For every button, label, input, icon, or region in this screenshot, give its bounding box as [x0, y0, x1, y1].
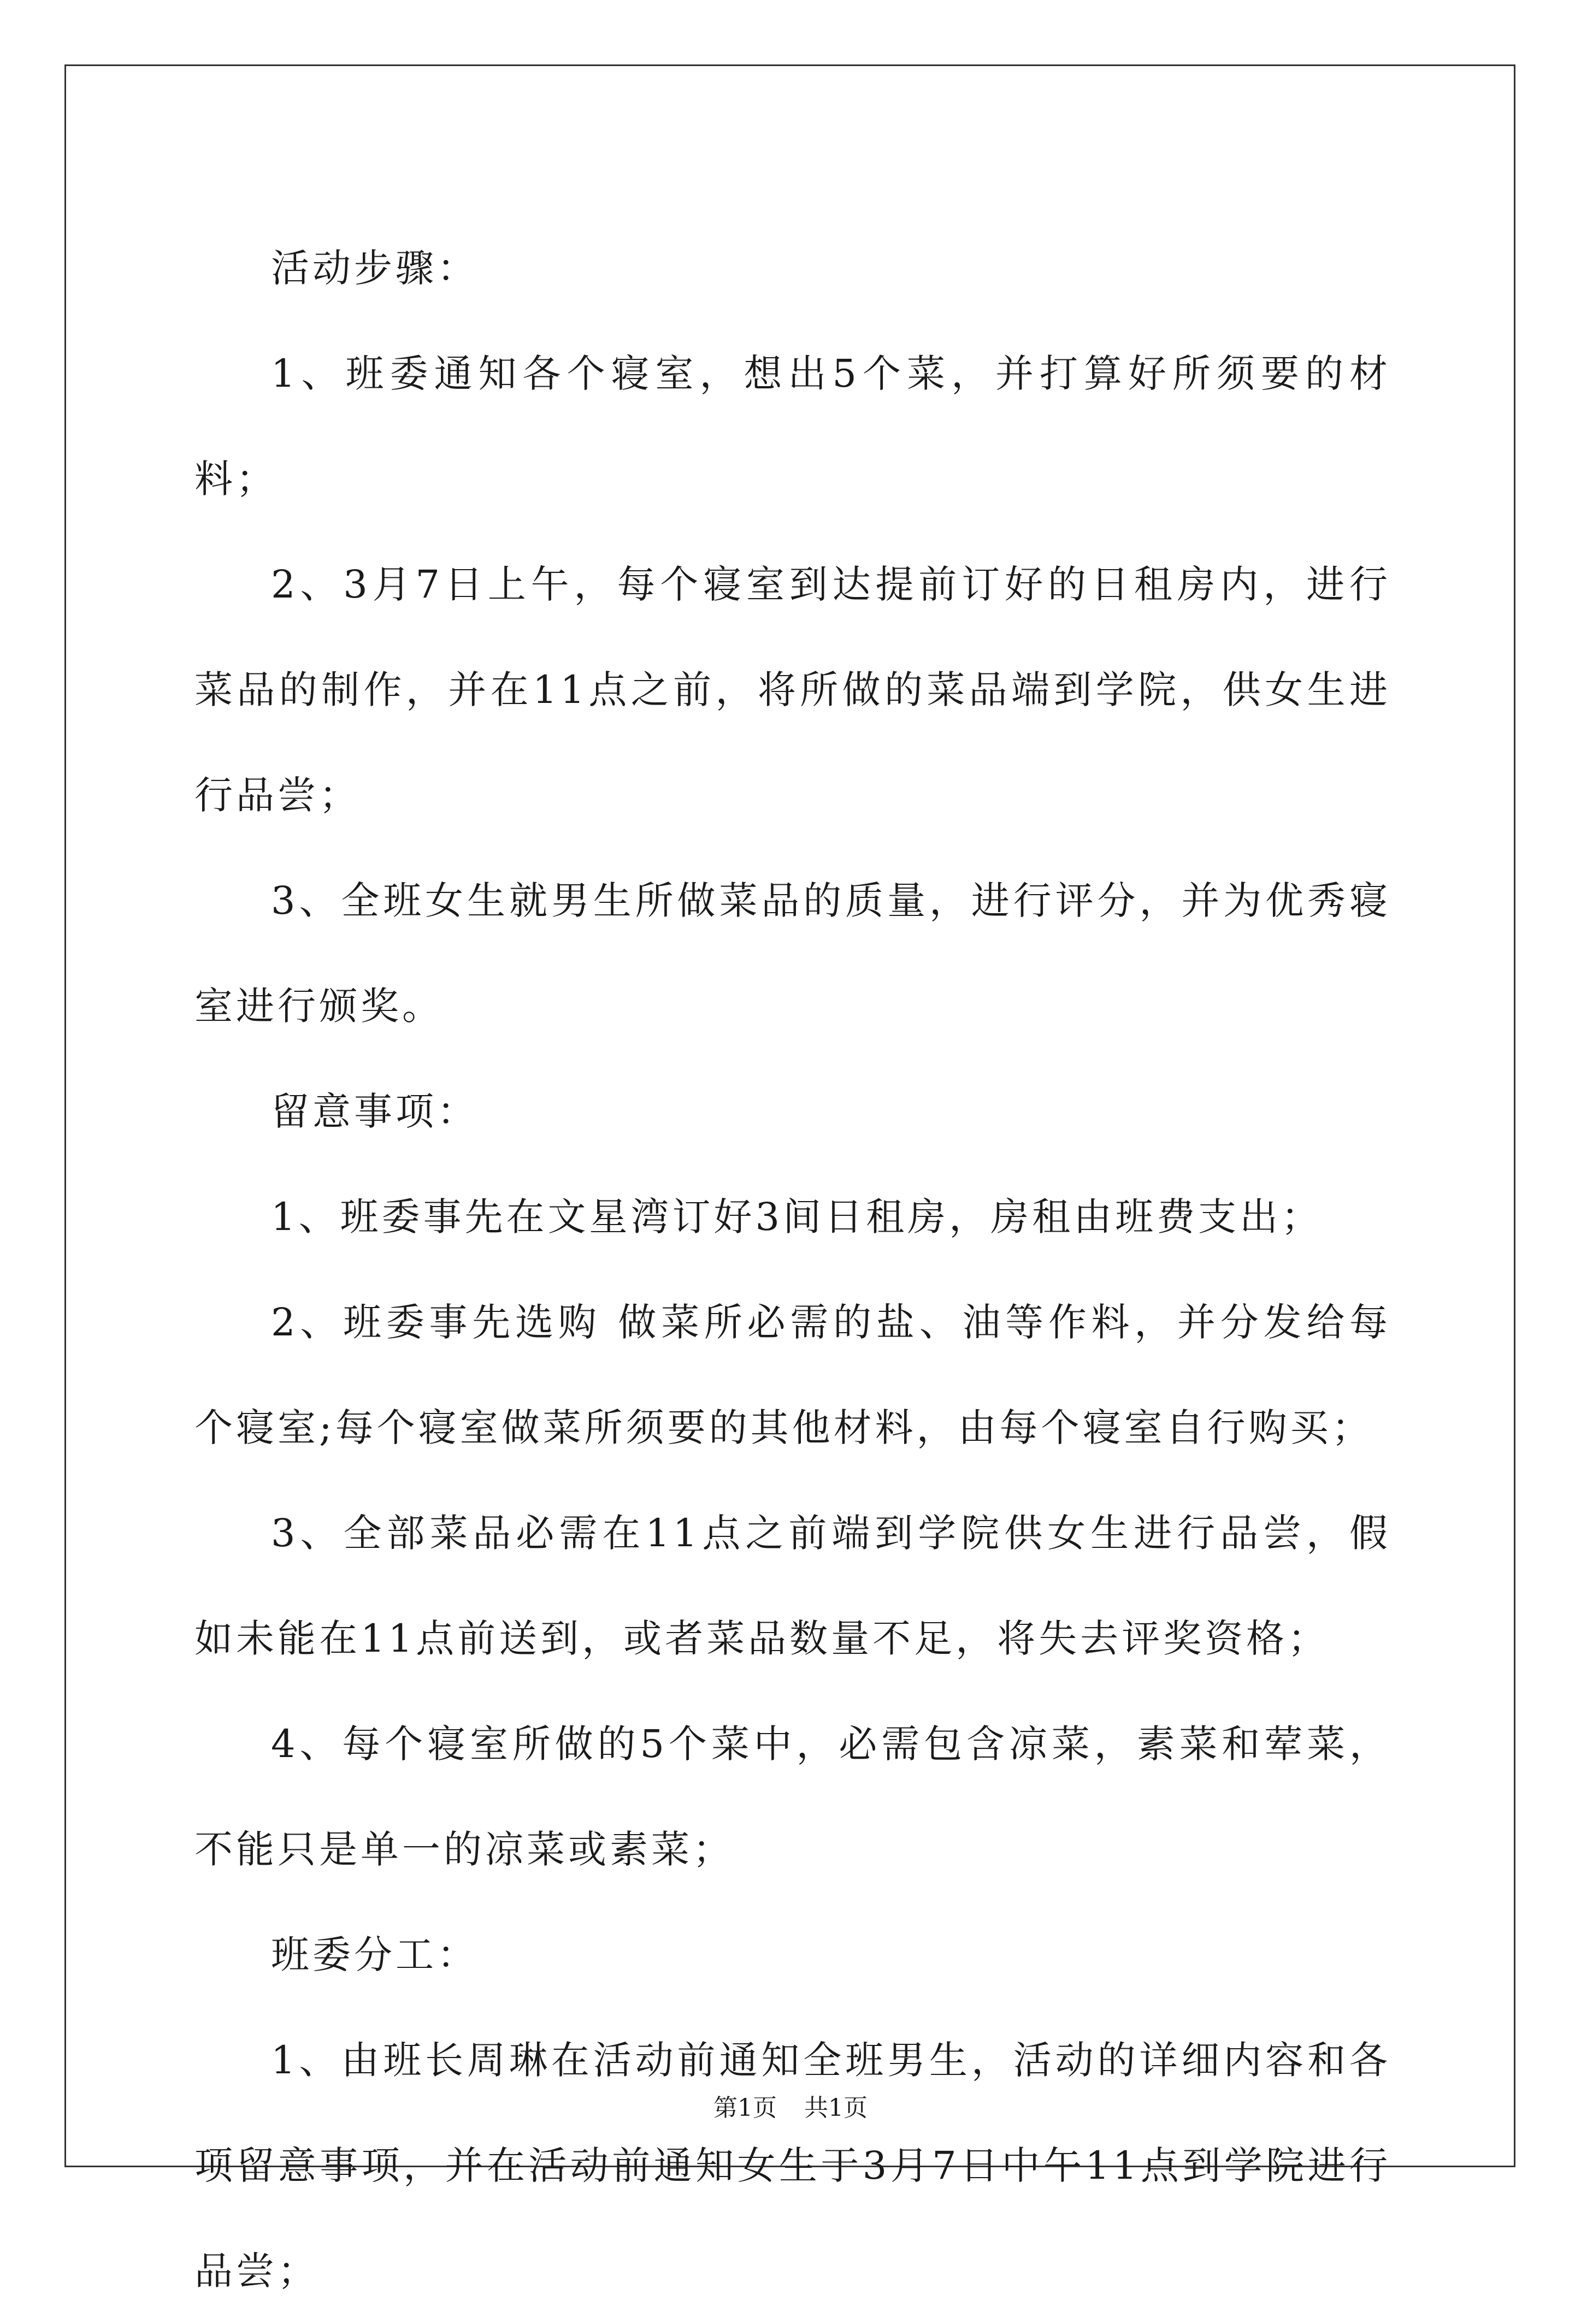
paragraph: 2、3月7日上午，每个寝室到达提前订好的日租房内，进行菜品的制作，并在11点之前，将所做的菜品端到学院，供女生进行品尝；: [194, 562, 1391, 818]
paragraph: 1、由班长周琳在活动前通知全班男生，活动的详细内容和各项留意事项，并在活动前通知女生于3月7日中午11点到学院进行品尝；: [194, 2038, 1391, 2293]
document-body: [194, 216, 1391, 2324]
heading-committee-roles: 班委分工：: [271, 1932, 479, 1977]
page-number: 第1页: [713, 2094, 777, 2122]
heading-notes: 留意事项：: [271, 1089, 479, 1134]
paragraph: 4、每个寝室所做的5个菜中，必需包含凉菜，素菜和荤菜，不能只是单一的凉菜或素菜；: [194, 1722, 1391, 1872]
paragraph: 2、班委事先选购 做菜所必需的盐、油等作料，并分发给每个寝室;每个寝室做菜所须要的其他材料，由每个寝室自行购买；: [194, 1300, 1391, 1450]
heading-activity-steps: 活动步骤：: [271, 246, 479, 291]
paragraph: 1、班委通知各个寝室，想出5个菜，并打算好所须要的材料；: [194, 351, 1391, 501]
page-footer: [0, 2092, 1581, 2125]
page-total: 共1页: [804, 2094, 868, 2122]
paragraph: 3、全部菜品必需在11点之前端到学院供女生进行品尝，假如未能在11点前送到，或者菜品数量不足，将失去评奖资格；: [194, 1511, 1391, 1661]
paragraph: 1、班委事先在文星湾订好3间日租房，房租由班费支出；: [271, 1194, 1323, 1239]
paragraph: 3、全班女生就男生所做菜品的质量，进行评分，并为优秀寝室进行颁奖。: [194, 878, 1391, 1028]
